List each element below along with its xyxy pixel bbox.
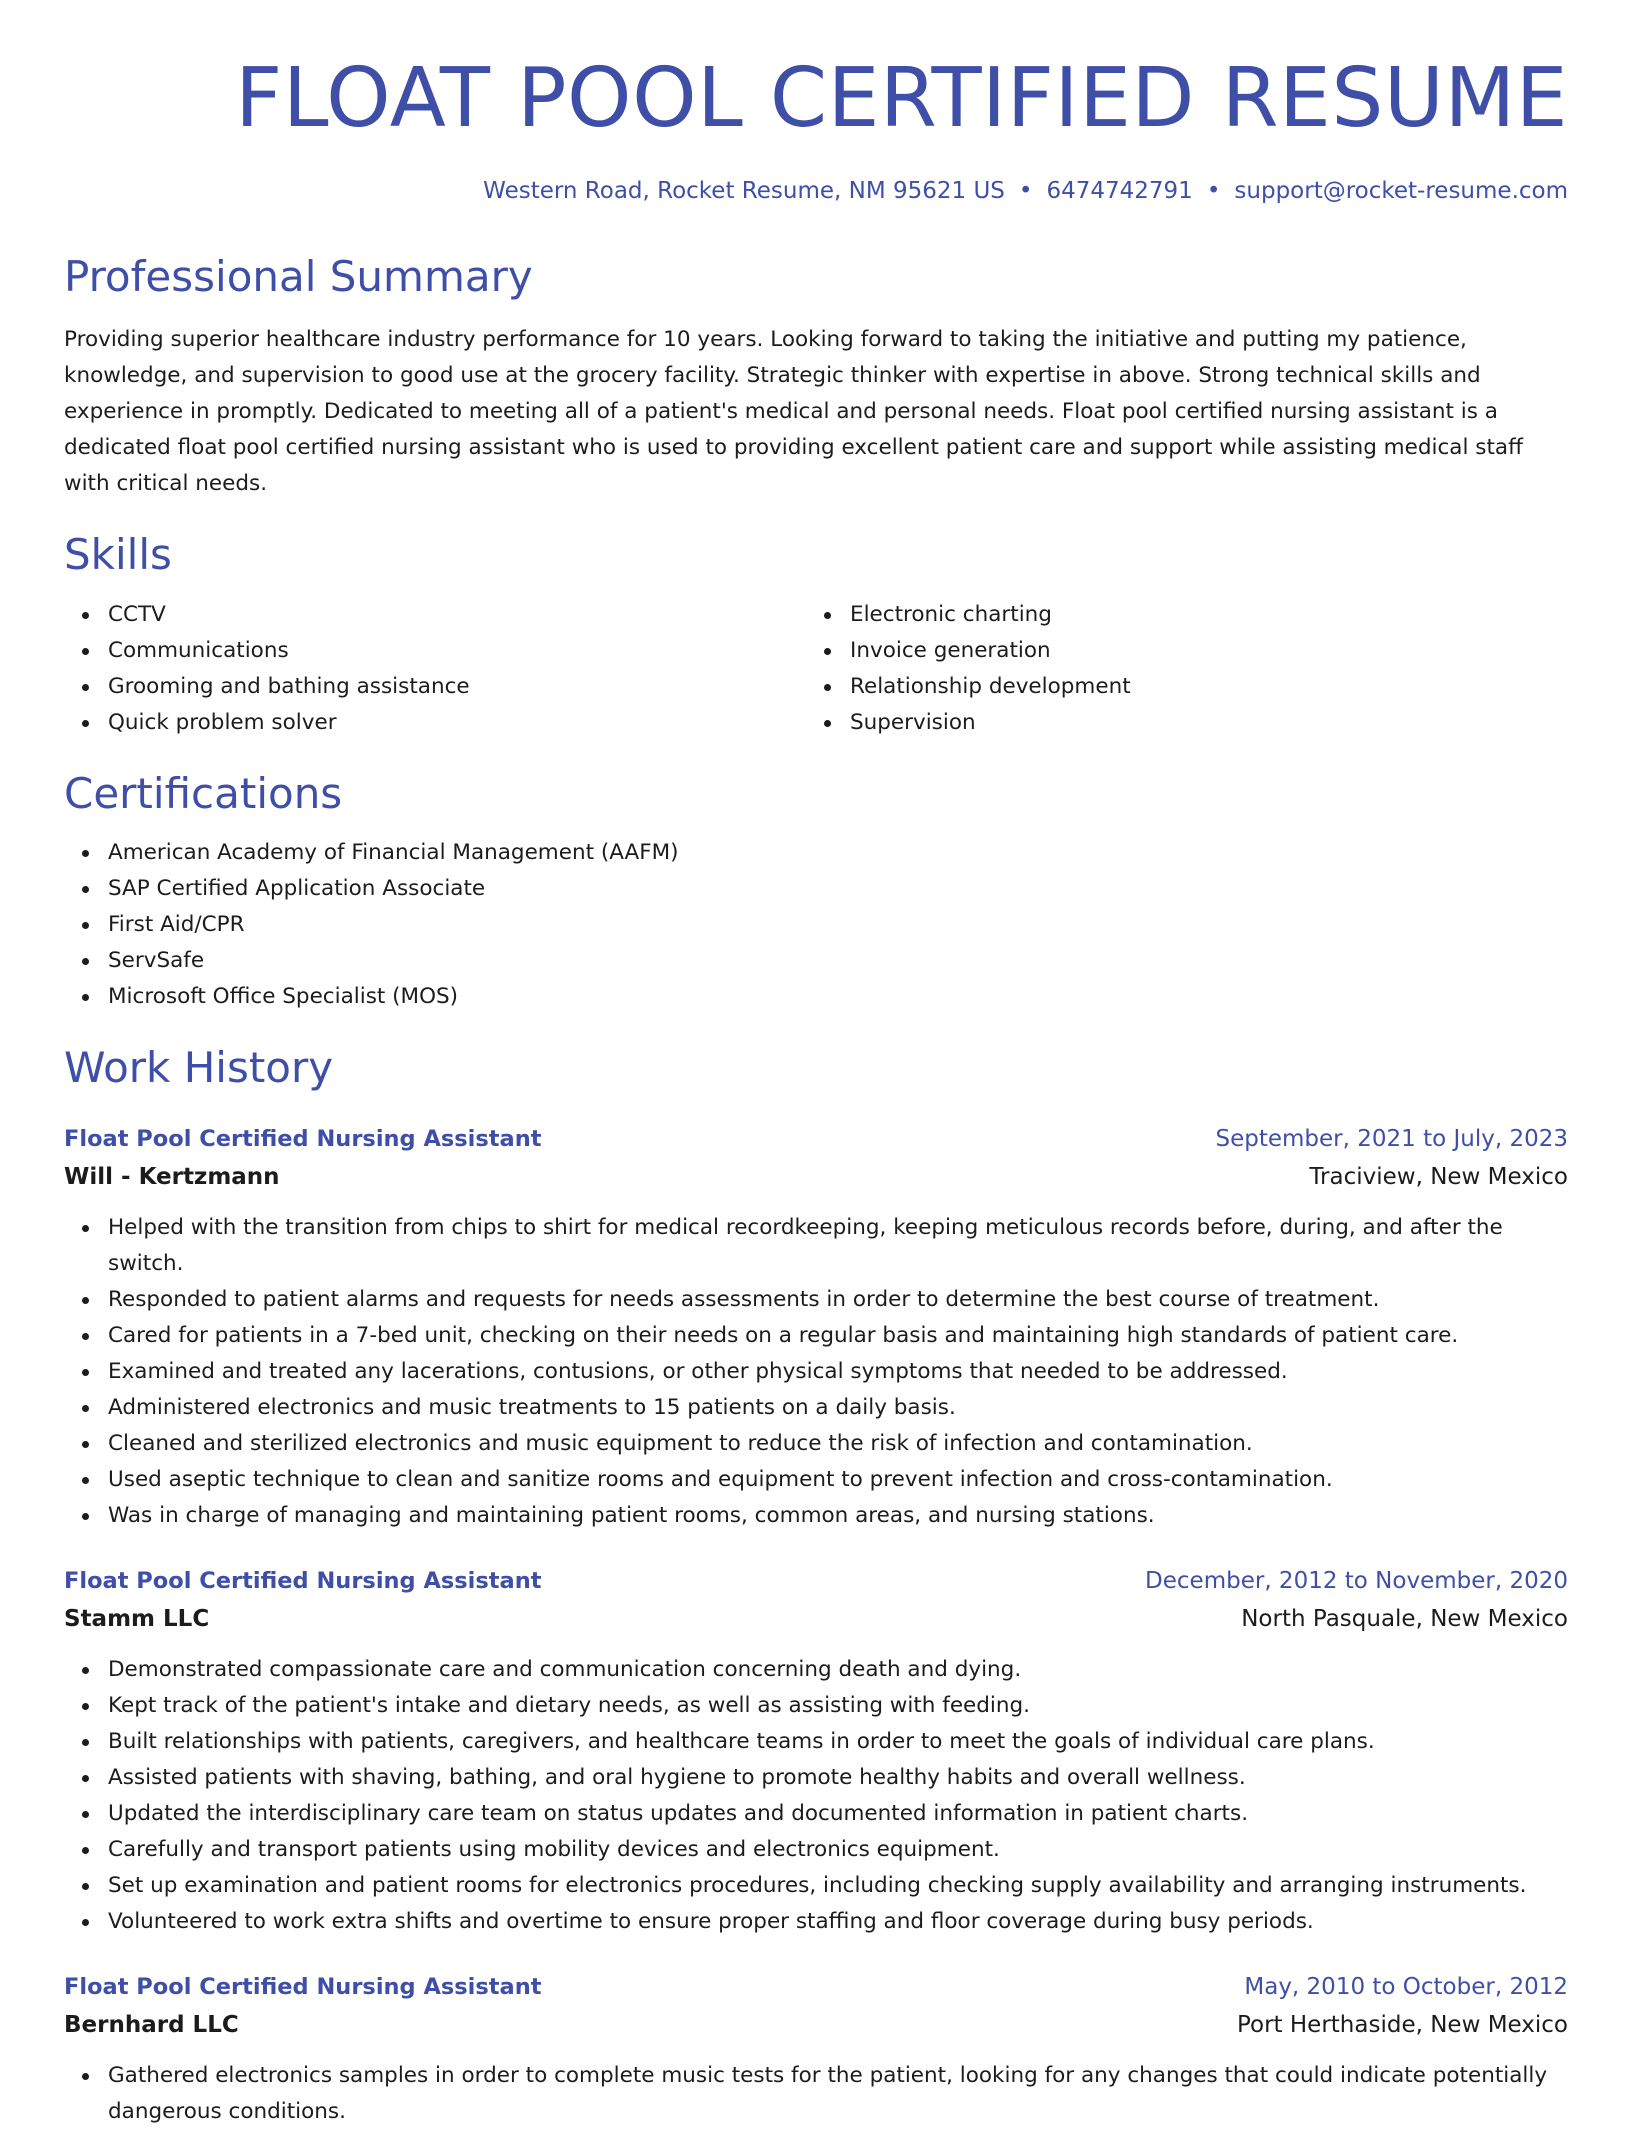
work-history-section	[64, 1043, 1568, 2129]
skills-grid	[64, 597, 1568, 741]
job-header-row	[64, 1562, 1568, 1600]
work-history-heading: Work History	[64, 1043, 334, 1093]
skills-list-left	[64, 597, 806, 741]
job-dates: December, 2012 to November, 2020	[1145, 1567, 1568, 1594]
certification-item: First Aid/CPR	[108, 907, 1568, 943]
skills-list-right	[806, 597, 1568, 741]
contact-line	[64, 178, 1568, 206]
job-bullets	[64, 2058, 1568, 2130]
job-header-row	[64, 1120, 1568, 1158]
job-company: Stamm LLC	[64, 1605, 210, 1632]
job-bullet: Gathered electronics samples in order to complete music tests for the patient, looking for any changes that could indicate potentially dangerous conditions.	[108, 2058, 1568, 2130]
skill-item: Grooming and bathing assistance	[108, 669, 806, 705]
job-title: Float Pool Certified Nursing Assistant	[64, 1973, 542, 2000]
job-bullet: Responded to patient alarms and requests for needs assessments in order to determine the best course of treatment.	[108, 1282, 1568, 1318]
job-bullet: Administered electronics and music treatments to 15 patients on a daily basis.	[108, 1390, 1568, 1426]
job-title: Float Pool Certified Nursing Assistant	[64, 1125, 542, 1152]
certification-item: SAP Certified Application Associate	[108, 871, 1568, 907]
job-dates: September, 2021 to July, 2023	[1215, 1125, 1568, 1152]
skills-heading: Skills	[64, 530, 172, 580]
job-bullet: Was in charge of managing and maintaining patient rooms, common areas, and nursing stations.	[108, 1498, 1568, 1534]
contact-address: Western Road, Rocket Resume, NM 95621 US	[483, 178, 1005, 205]
job-bullet: Demonstrated compassionate care and communication concerning death and dying.	[108, 1652, 1568, 1688]
job-company: Will - Kertzmann	[64, 1163, 280, 1190]
certification-item: American Academy of Financial Management (AAFM)	[108, 835, 1568, 871]
job-entry	[64, 1562, 1568, 1940]
skill-item: Invoice generation	[850, 633, 1568, 669]
skill-item: Relationship development	[850, 669, 1568, 705]
job-bullets	[64, 1210, 1568, 1534]
summary-text: Providing superior healthcare industry performance for 10 years. Looking forward to taking the initiative and putting my patience, knowledge, and supervision to good use at the grocery facility. Strategic thinker with expertise in above. Strong technical skills and experience in promptly. Dedicated to meeting all of a patient's medical and personal needs. Float pool certified nursing assistant is a dedicated float pool certified nursing assistant who is used to providing excellent patient care and support while assisting medical staff with critical needs.	[64, 327, 1523, 497]
job-company-row	[64, 1600, 1568, 1638]
skill-item: CCTV	[108, 597, 806, 633]
job-bullet: Kept track of the patient's intake and dietary needs, as well as assisting with feeding.	[108, 1688, 1568, 1724]
job-title: Float Pool Certified Nursing Assistant	[64, 1567, 542, 1594]
job-bullet: Carefully and transport patients using mobility devices and electronics equipment.	[108, 1832, 1568, 1868]
job-entry	[64, 1968, 1568, 2130]
job-bullet: Volunteered to work extra shifts and overtime to ensure proper staffing and floor coverage during busy periods.	[108, 1904, 1568, 1940]
job-location: Port Herthaside, New Mexico	[1236, 2011, 1568, 2038]
skill-item: Supervision	[850, 705, 1568, 741]
certification-item: ServSafe	[108, 943, 1568, 979]
job-bullet: Examined and treated any lacerations, contusions, or other physical symptoms that needed to be addressed.	[108, 1354, 1568, 1390]
certifications-heading: Certifications	[64, 768, 343, 818]
job-company-row	[64, 2006, 1568, 2044]
certifications-list	[64, 835, 1568, 1015]
job-bullets	[64, 1652, 1568, 1940]
skill-item: Electronic charting	[850, 597, 1568, 633]
job-header-row	[64, 1968, 1568, 2006]
skill-item: Quick problem solver	[108, 705, 806, 741]
resume-name: FLOAT POOL CERTIFIED RESUME	[235, 51, 1568, 146]
contact-separator: •	[1206, 178, 1221, 205]
job-bullet: Updated the interdisciplinary care team on status updates and documented information in patient charts.	[108, 1796, 1568, 1832]
job-bullet: Assisted patients with shaving, bathing, and oral hygiene to promote healthy habits and overall wellness.	[108, 1760, 1568, 1796]
job-bullet: Helped with the transition from chips to shirt for medical recordkeeping, keeping meticulous records before, during, and after the switch.	[108, 1210, 1568, 1282]
job-company-row	[64, 1158, 1568, 1196]
skill-item: Communications	[108, 633, 806, 669]
job-location: North Pasquale, New Mexico	[1241, 1605, 1568, 1632]
job-dates: May, 2010 to October, 2012	[1244, 1973, 1568, 2000]
job-bullet: Used aseptic technique to clean and sanitize rooms and equipment to prevent infection and cross-contamination.	[108, 1462, 1568, 1498]
job-bullet: Cleaned and sterilized electronics and music equipment to reduce the risk of infection and contamination.	[108, 1426, 1568, 1462]
job-location: Traciview, New Mexico	[1309, 1163, 1568, 1190]
job-bullet: Cared for patients in a 7-bed unit, checking on their needs on a regular basis and maintaining high standards of patient care.	[108, 1318, 1568, 1354]
summary-heading: Professional Summary	[64, 251, 533, 301]
contact-phone: 6474742791	[1046, 178, 1193, 205]
certifications-section	[64, 769, 1568, 1015]
job-entry	[64, 1120, 1568, 1534]
contact-email[interactable]: support@rocket-resume.com	[1234, 178, 1568, 205]
job-company: Bernhard LLC	[64, 2011, 239, 2038]
contact-separator: •	[1018, 178, 1033, 205]
skills-section	[64, 530, 1568, 740]
job-bullet: Built relationships with patients, caregivers, and healthcare teams in order to meet the goals of individual care plans.	[108, 1724, 1568, 1760]
job-bullet: Set up examination and patient rooms for electronics procedures, including checking supply availability and arranging instruments.	[108, 1868, 1568, 1904]
certification-item: Microsoft Office Specialist (MOS)	[108, 979, 1568, 1015]
